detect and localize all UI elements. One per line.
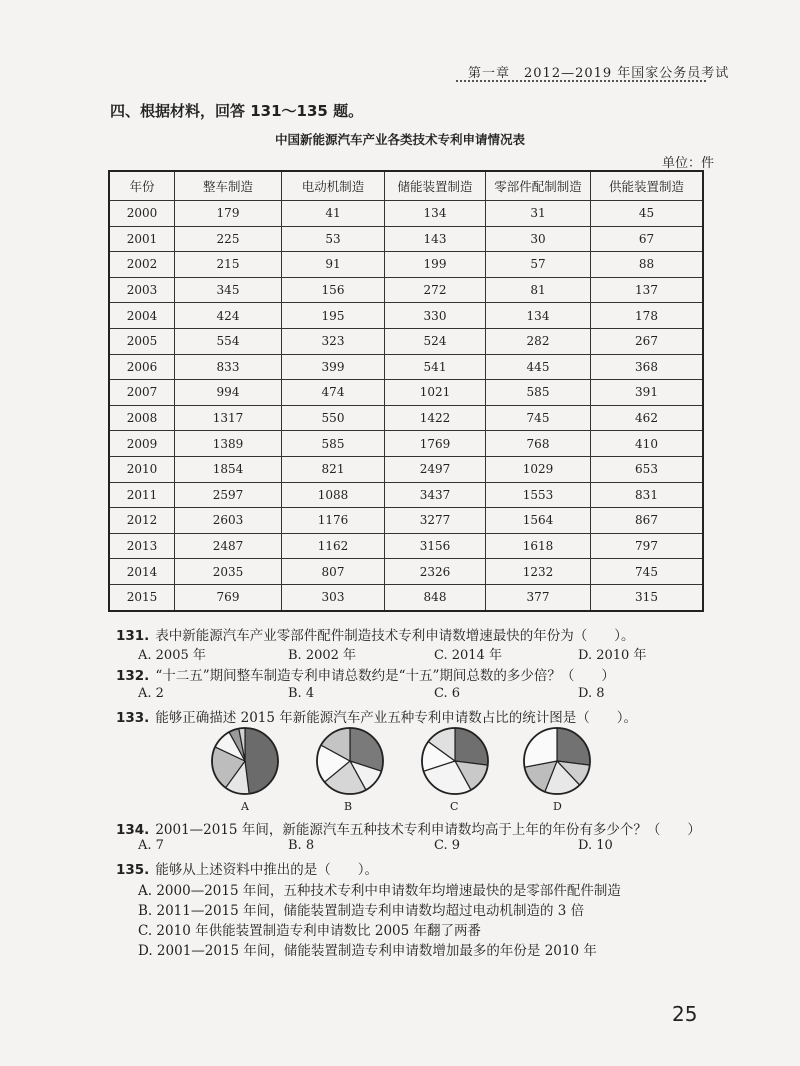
- value-cell: 797: [591, 533, 704, 559]
- value-cell: 445: [486, 354, 591, 380]
- value-cell: 282: [486, 328, 591, 354]
- year-cell: 2011: [109, 482, 175, 508]
- value-cell: 1389: [175, 431, 282, 457]
- table-row: [109, 559, 703, 585]
- year-cell: 2003: [109, 277, 175, 303]
- col-header-vehicle: 整车制造: [175, 171, 282, 201]
- value-cell: 653: [591, 456, 704, 482]
- value-cell: 57: [486, 252, 591, 278]
- question-133: [116, 706, 637, 726]
- option-b: B. 2011—2015 年间，储能装置制造专利申请数均超过电动机制造的 3 倍: [138, 903, 585, 919]
- value-cell: 769: [175, 584, 282, 610]
- table-row: [109, 354, 703, 380]
- option-a: A. 7: [138, 838, 164, 853]
- value-cell: 1553: [486, 482, 591, 508]
- table-row: [109, 252, 703, 278]
- col-header-parts: 零部件配制制造: [486, 171, 591, 201]
- value-cell: 1422: [385, 405, 486, 431]
- pie-label-a: A: [241, 800, 249, 813]
- value-cell: 867: [591, 508, 704, 534]
- year-cell: 2013: [109, 533, 175, 559]
- value-cell: 807: [282, 559, 385, 585]
- value-cell: 2487: [175, 533, 282, 559]
- question-text: 表中新能源汽车产业零部件配件制造技术专利申请数增速最快的年份为（ ）。: [155, 628, 635, 644]
- value-cell: 745: [486, 405, 591, 431]
- year-cell: 2001: [109, 226, 175, 252]
- year-cell: 2009: [109, 431, 175, 457]
- value-cell: 215: [175, 252, 282, 278]
- pie-label-b: B: [344, 800, 353, 813]
- value-cell: 134: [385, 201, 486, 227]
- value-cell: 41: [282, 201, 385, 227]
- table-row: [109, 201, 703, 227]
- question-131: [116, 624, 635, 644]
- option-a: A. 2000—2015 年间，五种技术专利中申请数年均增速最快的是零部件配件制造: [138, 883, 621, 899]
- value-cell: 3277: [385, 508, 486, 534]
- year-cell: 2000: [109, 201, 175, 227]
- value-cell: 768: [486, 431, 591, 457]
- value-cell: 399: [282, 354, 385, 380]
- unit-label: 单位：件: [662, 156, 715, 171]
- value-cell: 424: [175, 303, 282, 329]
- value-cell: 391: [591, 380, 704, 406]
- value-cell: 53: [282, 226, 385, 252]
- year-cell: 2010: [109, 456, 175, 482]
- value-cell: 524: [385, 328, 486, 354]
- value-cell: 1564: [486, 508, 591, 534]
- year-cell: 2012: [109, 508, 175, 534]
- value-cell: 848: [385, 584, 486, 610]
- value-cell: 272: [385, 277, 486, 303]
- value-cell: 1029: [486, 456, 591, 482]
- value-cell: 833: [175, 354, 282, 380]
- header-divider: [456, 80, 706, 82]
- table-row: [109, 431, 703, 457]
- value-cell: 178: [591, 303, 704, 329]
- table-row: [109, 226, 703, 252]
- value-cell: 541: [385, 354, 486, 380]
- option-b: B. 8: [288, 838, 315, 853]
- table-title: 中国新能源汽车产业各类技术专利申请情况表: [274, 132, 525, 147]
- patent-table: [108, 170, 704, 612]
- option-d: D. 2010 年: [578, 648, 647, 663]
- value-cell: 30: [486, 226, 591, 252]
- value-cell: 1176: [282, 508, 385, 534]
- value-cell: 550: [282, 405, 385, 431]
- year-cell: 2005: [109, 328, 175, 354]
- question-134: [116, 818, 701, 838]
- value-cell: 1317: [175, 405, 282, 431]
- value-cell: 303: [282, 584, 385, 610]
- pie-label-d: D: [553, 800, 562, 813]
- value-cell: 554: [175, 328, 282, 354]
- value-cell: 267: [591, 328, 704, 354]
- table-row: [109, 303, 703, 329]
- value-cell: 831: [591, 482, 704, 508]
- running-header: 第一章 2012—2019 年国家公务员考试: [468, 66, 730, 81]
- value-cell: 134: [486, 303, 591, 329]
- value-cell: 745: [591, 559, 704, 585]
- value-cell: 821: [282, 456, 385, 482]
- value-cell: 1021: [385, 380, 486, 406]
- table-row: [109, 456, 703, 482]
- table-row: [109, 405, 703, 431]
- question-132: [116, 664, 615, 684]
- table-row: [109, 584, 703, 610]
- option-d: D. 10: [578, 838, 613, 853]
- table-header-row: [109, 171, 703, 201]
- value-cell: 474: [282, 380, 385, 406]
- option-a: A. 2005 年: [138, 648, 206, 663]
- value-cell: 368: [591, 354, 704, 380]
- pie-d-slice: [557, 728, 590, 765]
- value-cell: 2035: [175, 559, 282, 585]
- value-cell: 1854: [175, 456, 282, 482]
- table-body: [109, 201, 703, 611]
- page-number: 25: [672, 1002, 698, 1026]
- option-b: B. 2002 年: [288, 648, 357, 663]
- option-a: A. 2: [138, 686, 164, 701]
- value-cell: 462: [591, 405, 704, 431]
- value-cell: 323: [282, 328, 385, 354]
- value-cell: 3156: [385, 533, 486, 559]
- value-cell: 585: [282, 431, 385, 457]
- value-cell: 2497: [385, 456, 486, 482]
- option-b: B. 4: [288, 686, 315, 701]
- option-c: C. 6: [434, 686, 461, 701]
- value-cell: 2597: [175, 482, 282, 508]
- question-number: 131.: [116, 628, 150, 644]
- col-header-storage: 储能装置制造: [385, 171, 486, 201]
- year-cell: 2008: [109, 405, 175, 431]
- value-cell: 199: [385, 252, 486, 278]
- year-cell: 2006: [109, 354, 175, 380]
- value-cell: 585: [486, 380, 591, 406]
- pie-c-slice: [455, 728, 488, 765]
- col-header-supply: 供能装置制造: [591, 171, 704, 201]
- value-cell: 315: [591, 584, 704, 610]
- question-text: 能够从上述资料中推出的是（ ）。: [155, 862, 379, 878]
- section-title: 四、根据材料，回答 131～135 题。: [110, 102, 364, 120]
- value-cell: 1162: [282, 533, 385, 559]
- value-cell: 225: [175, 226, 282, 252]
- value-cell: 3437: [385, 482, 486, 508]
- pie-d-slice: [524, 728, 557, 767]
- table-row: [109, 533, 703, 559]
- question-text: 2001—2015 年间，新能源汽车五种技术专利申请数均高于上年的年份有多少个？（ ）: [155, 822, 701, 838]
- value-cell: 67: [591, 226, 704, 252]
- year-cell: 2002: [109, 252, 175, 278]
- value-cell: 137: [591, 277, 704, 303]
- option-d: D. 2001—2015 年间，储能装置制造专利申请数增加最多的年份是 2010 年: [138, 943, 597, 959]
- option-c: C. 2010 年供能装置制造专利申请数比 2005 年翻了两番: [138, 923, 482, 939]
- value-cell: 1769: [385, 431, 486, 457]
- value-cell: 81: [486, 277, 591, 303]
- table-row: [109, 277, 703, 303]
- value-cell: 156: [282, 277, 385, 303]
- option-c: C. 2014 年: [434, 648, 502, 663]
- question-text: “十二五”期间整车制造专利申请总数约是“十五”期间总数的多少倍？（ ）: [155, 668, 615, 684]
- pie-a-slice: [245, 728, 278, 794]
- table-row: [109, 482, 703, 508]
- question-number: 135.: [116, 862, 150, 878]
- value-cell: 2603: [175, 508, 282, 534]
- pie-label-c: C: [450, 800, 459, 813]
- table-row: [109, 508, 703, 534]
- value-cell: 91: [282, 252, 385, 278]
- col-header-motor: 电动机制造: [282, 171, 385, 201]
- value-cell: 45: [591, 201, 704, 227]
- pie-charts: [0, 724, 800, 814]
- value-cell: 143: [385, 226, 486, 252]
- value-cell: 1088: [282, 482, 385, 508]
- question-number: 132.: [116, 668, 150, 684]
- year-cell: 2015: [109, 584, 175, 610]
- option-c: C. 9: [434, 838, 461, 853]
- question-number: 134.: [116, 822, 150, 838]
- question-135: [116, 858, 378, 878]
- year-cell: 2014: [109, 559, 175, 585]
- year-cell: 2007: [109, 380, 175, 406]
- value-cell: 345: [175, 277, 282, 303]
- table-row: [109, 328, 703, 354]
- value-cell: 330: [385, 303, 486, 329]
- option-d: D. 8: [578, 686, 605, 701]
- value-cell: 88: [591, 252, 704, 278]
- value-cell: 195: [282, 303, 385, 329]
- value-cell: 2326: [385, 559, 486, 585]
- question-number: 133.: [116, 710, 150, 726]
- table-row: [109, 380, 703, 406]
- value-cell: 410: [591, 431, 704, 457]
- value-cell: 179: [175, 201, 282, 227]
- value-cell: 1618: [486, 533, 591, 559]
- question-text: 能够正确描述 2015 年新能源汽车产业五种专利申请数占比的统计图是（ ）。: [155, 710, 638, 726]
- value-cell: 31: [486, 201, 591, 227]
- value-cell: 994: [175, 380, 282, 406]
- year-cell: 2004: [109, 303, 175, 329]
- value-cell: 377: [486, 584, 591, 610]
- value-cell: 1232: [486, 559, 591, 585]
- col-header-year: 年份: [109, 171, 175, 201]
